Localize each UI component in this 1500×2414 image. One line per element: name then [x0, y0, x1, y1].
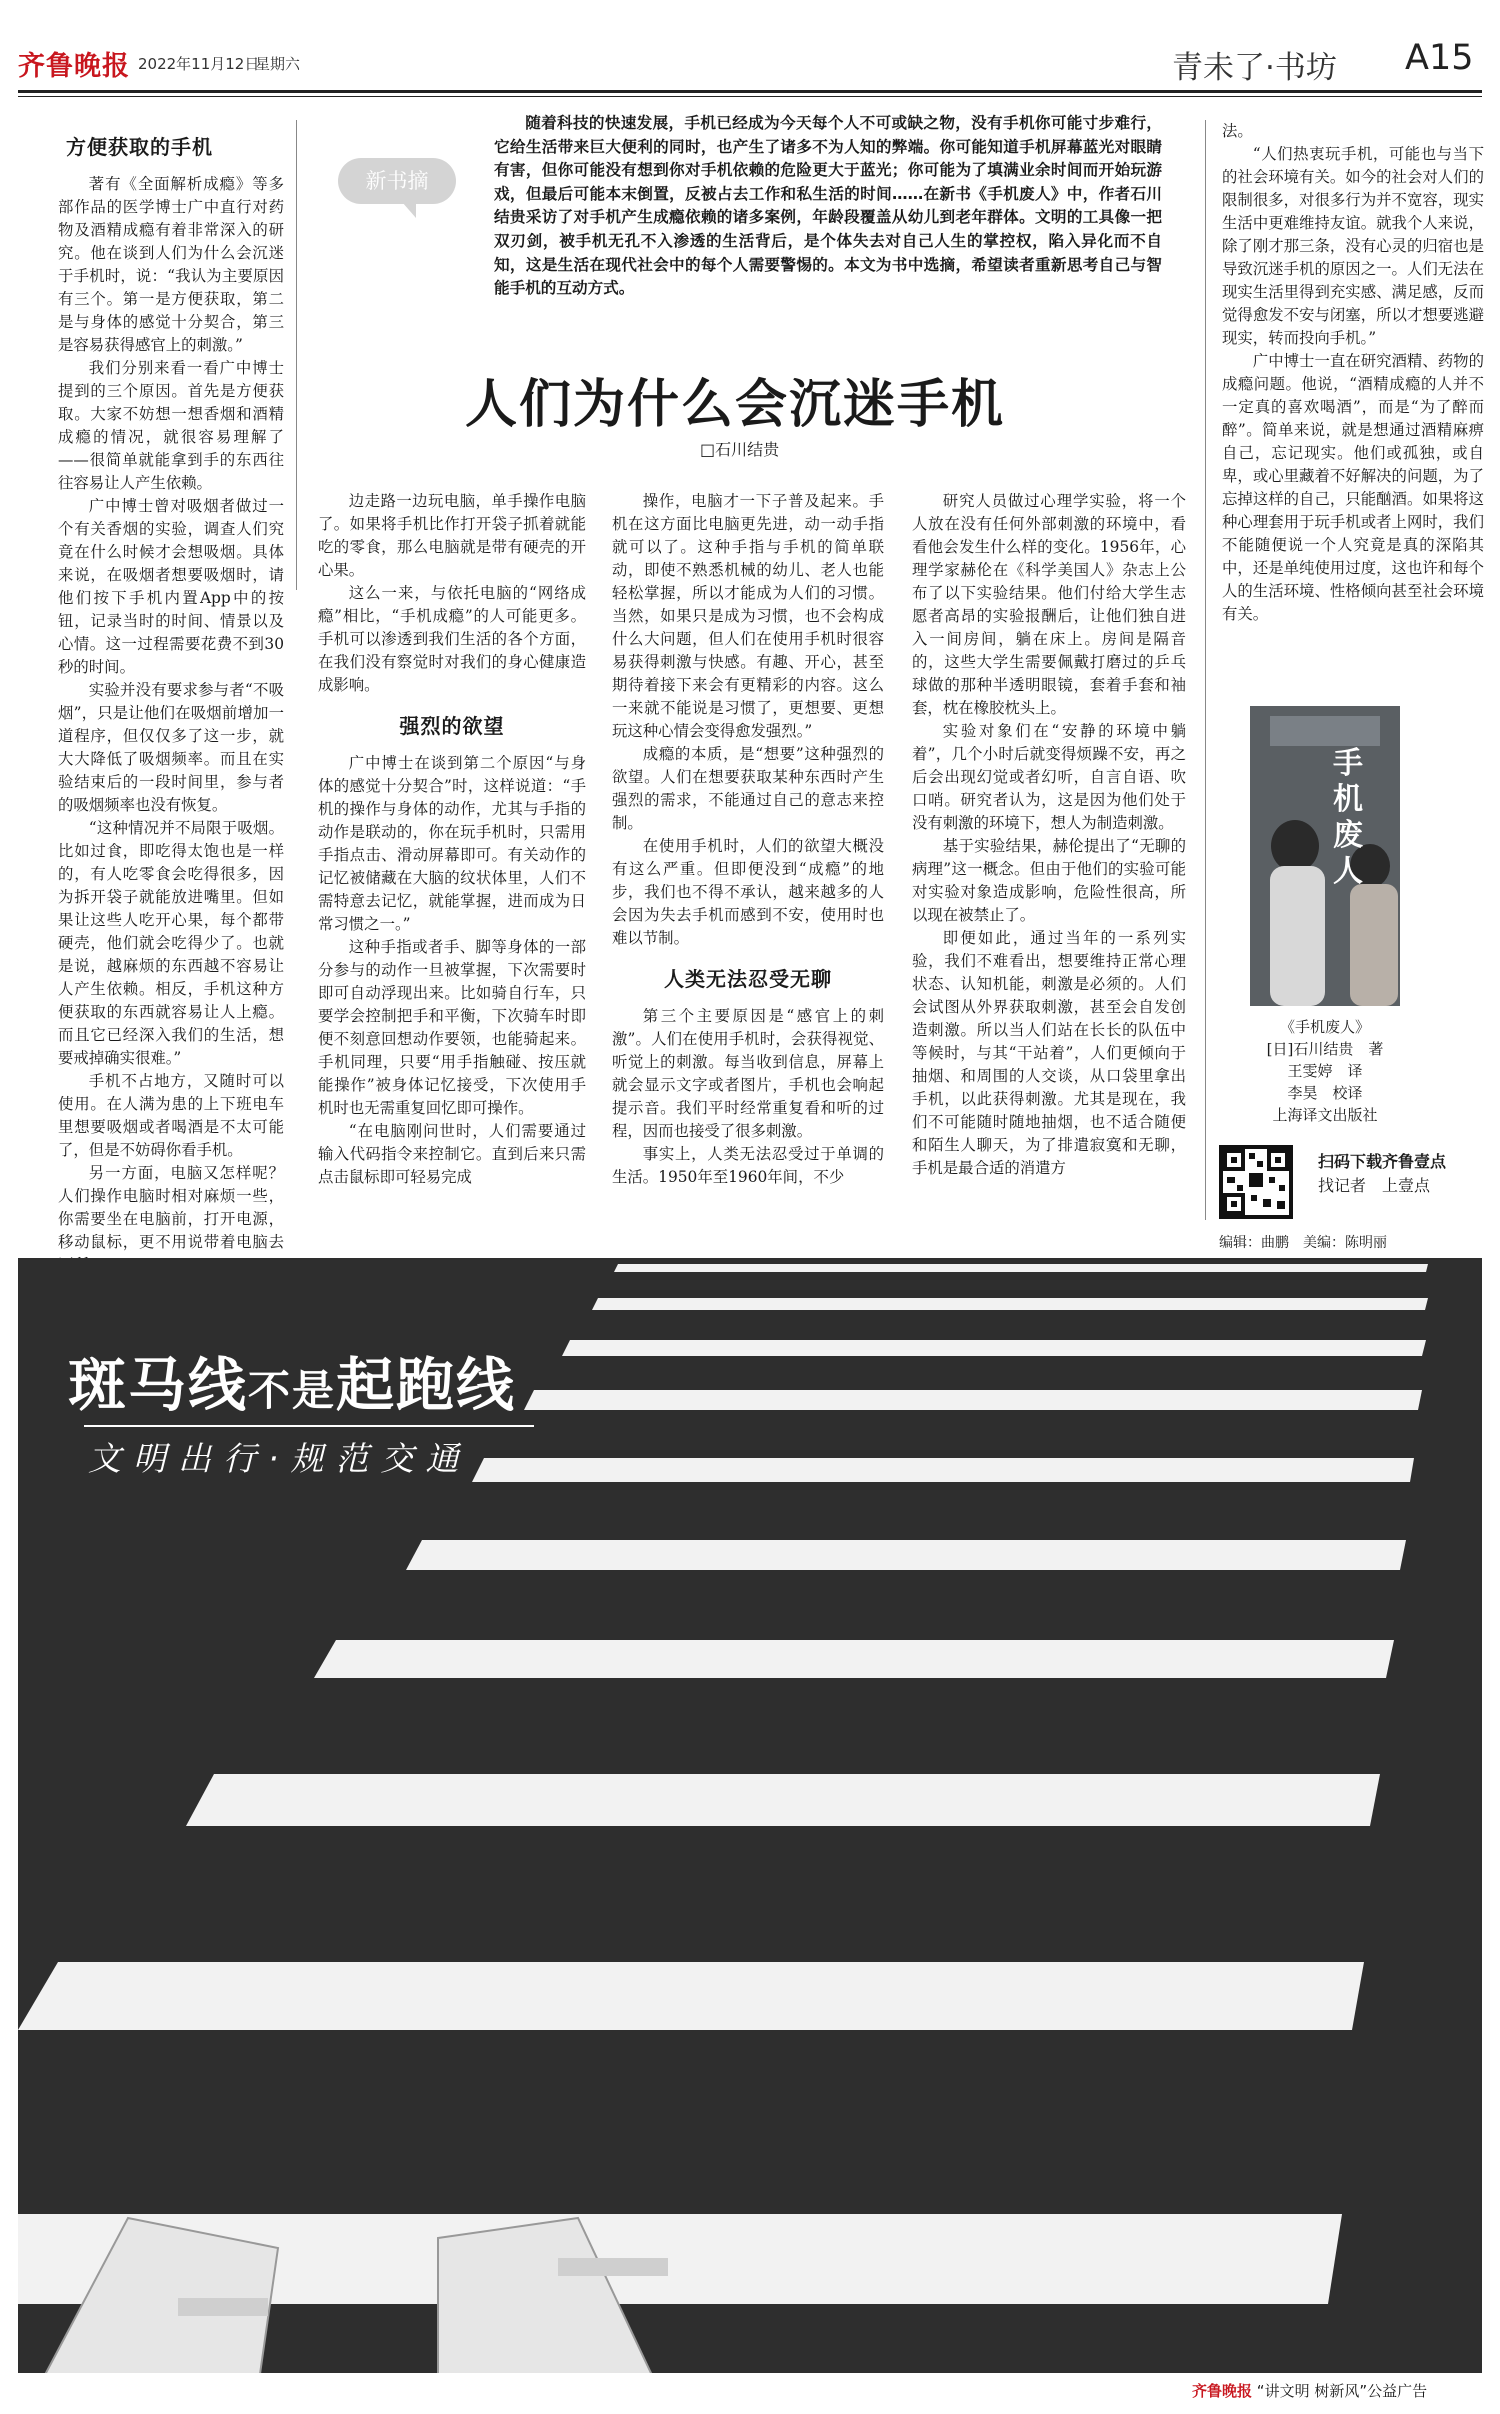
paragraph: 法。 [1222, 122, 1253, 140]
ad-divider [84, 1425, 534, 1427]
caption-line: 王雯婷 译 [1287, 1062, 1363, 1080]
qr-caption: 扫码下载齐鲁壹点 找记者 上壹点 [1318, 1152, 1447, 1195]
paragraph: 即便如此，通过当年的一系列实验，我们不难看出，想要维持正常心理状态、认知机能，刺激是必须的。人们会试图从外界获取刺激，甚至会自发创造刺激。所以当人们站在长长的队伍中等候时，与其“干站着”，人们更倾向于抽烟、和周围的人交谈，从口袋里拿出手机，以此获得刺激。尤其是现在，我们不可能随时随地抽烟，也不适合随便和陌生人聊天，为了排遣寂寞和无聊，手机是最合适的消遣方 [912, 929, 1186, 1177]
lead-paragraph: 随着科技的快速发展，手机已经成为今天每个人不可或缺之物，没有手机你可能寸步难行，它给生活带来巨大便利的同时，也产生了诸多不为人知的弊端。你可能知道手机屏幕蓝光对眼睛有害，但你可能没有想到你对手机依赖的危险更大于蓝光；你可能为了填满业余时间而开始玩游戏，但最后可能本末倒置，反被占去工作和私生活的时间……在新书《手机废人》中，作者石川结贵采访了对手机产生成瘾依赖的诸多案例，年龄段覆盖从幼儿到老年群体。文明的工具像一把双刃剑，被手机无孔不入渗透的生活背后，是个体失去对自己人生的掌控权，陷入异化而不自知，这是生活在现代社会中的每个人需要警惕的。本文为书中选摘，希望读者重新思考自己与智能手机的互动方式。 [494, 114, 1162, 298]
article-column-1 [58, 124, 284, 1277]
ad-headline: 斑马线不是起跑线 [68, 1351, 517, 1419]
issue-weekday: 星期六 [255, 55, 301, 73]
book-cover-title: 手机废人 [1333, 746, 1363, 889]
paragraph: 事实上，人类无法忍受过于单调的生活。1950年至1960年间，不少 [612, 1145, 884, 1186]
ad-footer: 齐鲁晚报 “讲文明 树新风”公益广告 [1192, 2382, 1428, 2400]
paragraph: 著有《全面解析成瘾》等多部作品的医学博士广中直行对药物及酒精成瘾有着非常深入的研究。他在谈到人们为什么会沉迷于手机时，说：“我认为主要原因有三个。第一是方便获取，第二是与身体的感觉十分契合，第三是容易获得感官上的刺激。” [58, 175, 284, 354]
paragraph: 基于实验结果，赫伦提出了“无聊的病理”这一概念。但由于他们的实验可能对实验对象造成影响，危险性很高，所以现在被禁止了。 [912, 837, 1186, 924]
paragraph: 这种手指或者手、脚等身体的一部分参与的动作一旦被掌握，下次需要时即可自动浮现出来。比如骑自行车，只要学会控制把手和平衡，下次骑车时即便不刻意回想动作要领，也能骑起来。手机同理，只要“用手指触碰、按压就能操作”被身体记忆接受，下次使用手机时也无需重复回忆即可操作。 [318, 938, 586, 1117]
article-headline: 人们为什么会沉迷手机 [465, 374, 1006, 435]
article-column-2 [318, 490, 586, 1189]
article-column-5 [1222, 120, 1484, 626]
paragraph: 广中博士曾对吸烟者做过一个有关香烟的实验，调查人们究竟在什么时候才会想吸烟。具体来说，在吸烟者想要吸烟时，请他们按下手机内置App中的按钮，记录当时的时间、情景以及心情。这一过程需要花费不到30秒的时间。 [58, 497, 284, 676]
caption-line: 上海译文出版社 [1272, 1106, 1378, 1124]
page-number: A15 [1405, 38, 1474, 78]
paragraph: 研究人员做过心理学实验，将一个人放在没有任何外部刺激的环境中，看看他会发生什么样的变化。1956年，心理学家赫伦在《科学美国人》杂志上公布了以下实验结果。他们付给大学生志愿者高昂的实验报酬后，让他们独自进入一间房间，躺在床上。房间是隔音的，这些大学生需要佩戴打磨过的乒乓球做的那种半透明眼镜，套着手套和袖套，枕在橡胶枕头上。 [912, 492, 1186, 717]
new-book-excerpt-tag: 新书摘 [338, 158, 456, 204]
caption-line: 《手机废人》 [1279, 1018, 1370, 1036]
article-column-4 [912, 490, 1186, 1180]
paragraph: 在使用手机时，人们的欲望大概没有这么严重。但即便没到“成瘾”的地步，我们也不得不承认，越来越多的人会因为失去手机而感到不安，使用时也难以节制。 [612, 837, 884, 947]
paragraph: 手机不占地方，又随时可以使用。在人满为患的上下班电车里想要吸烟或者喝酒是不太可能了，但是不妨碍你看手机。 [58, 1072, 284, 1159]
paragraph: 广中博士一直在研究酒精、药物的成瘾问题。他说，“酒精成瘾的人并不一定真的喜欢喝酒”，而是“为了醉而醉”。简单来说，就是想通过酒精麻痹自己，忘记现实。他们或孤独，或自卑，或心里藏着不好解决的问题，为了忘掉这样的自己，只能酗酒。如果将这种心理套用于玩手机或者上网时，我们不能随便说一个人究竟是真的深陷其中，还是单纯使用过度，这也许和每个人的生活环境、性格倾向甚至社会环境有关。 [1222, 352, 1484, 623]
paragraph: 广中博士在谈到第二个原因“与身体的感觉十分契合”时，这样说道：“手机的操作与身体的动作，尤其与手指的动作是联动的，你在玩手机时，只需用手指点击、滑动屏幕即可。有关动作的记忆被储藏在大脑的纹状体里，人们不需特意去记忆，就能掌握，进而成为日常习惯之一。” [318, 754, 586, 933]
qr-code[interactable] [1219, 1145, 1293, 1219]
issue-date: 2022年11月12日 [138, 55, 260, 73]
book-cover-image [1250, 706, 1400, 1006]
paragraph: 另一方面，电脑又怎样呢？人们操作电脑时相对麻烦一些，你需要坐在电脑前，打开电源，移动鼠标，更不用说带着电脑去 [58, 1164, 284, 1251]
article-column-3 [612, 490, 884, 1189]
paragraph: 我们分别来看一看广中博士提到的三个原因。首先是方便获取。大家不妨想一想香烟和酒精成瘾的情况，就很容易理解了——很简单就能拿到手的东西往往容易让人产生依赖。 [58, 359, 284, 492]
paragraph: “这种情况并不局限于吸烟。比如过食，即吃得太饱也是一样的，有人吃零食会吃得很多，因为拆开袋子就能放进嘴里。但如果让这些人吃开心果，每个都带硬壳，他们就会吃得少了。也就是说，越麻烦的东西越不容易让人产生依赖。相反，手机这种方便获取的东西就容易让人上瘾。而且它已经深入我们的生活，想要戒掉确实很难。” [58, 819, 284, 1067]
header-rule-thin [18, 96, 1482, 97]
paragraph: 实验对象们在“安静的环境中躺着”，几个小时后就变得烦躁不安，再之后会出现幻觉或者幻听，自言自语、吹口哨。研究者认为，这是因为他们处于没有刺激的环境下，想人为制造刺激。 [912, 722, 1186, 832]
masthead-logo: 齐鲁晚报 [18, 51, 130, 82]
paragraph: “在电脑刚问世时，人们需要通过输入代码指令来控制它。直到后来只需点击鼠标即可轻易完成 [318, 1122, 586, 1186]
article-byline: □石川结贵 [700, 440, 780, 459]
paragraph: 实验并没有要求参与者“不吸烟”，只是让他们在吸烟前增加一道程序，但仅仅多了这一步，就大大降低了吸烟频率。而且在实验结束后的一段时间里，参与者的吸烟频率也没有恢复。 [58, 681, 284, 814]
column-divider [296, 120, 297, 590]
paragraph: 这么一来，与依托电脑的“网络成瘾”相比，“手机成瘾”的人可能更多。手机可以渗透到我们生活的各个方面，在我们没有察觉时对我们的身心健康造成影响。 [318, 584, 586, 694]
header-rule [18, 90, 1482, 93]
paragraph: 操作，电脑才一下子普及起来。手机在这方面比电脑更先进，动一动手指就可以了。这种手指与手机的简单联动，即使不熟悉机械的幼儿、老人也能轻松掌握，所以才能成为人们的习惯。当然，如果只是成为习惯，也不会构成什么大问题，但人们在使用手机时很容易获得刺激与快感。有趣、开心，甚至期待着接下来会有更精彩的内容。这么一来就不能说是习惯了，更想要、更想玩这种心情会变得愈发强烈。” [612, 492, 884, 740]
subheading: 人类无法忍受无聊 [664, 967, 832, 991]
subheading: 方便获取的手机 [66, 135, 213, 159]
section-name: 青未了·书坊 [1172, 50, 1337, 86]
book-caption [1200, 1016, 1450, 1126]
editor-credit: 编辑：曲鹏 美编：陈明丽 [1219, 1235, 1387, 1251]
caption-line: 李昊 校译 [1287, 1084, 1363, 1102]
paragraph: “人们热衷玩手机，可能也与当下的社会环境有关。如今的社会对人们的限制很多，对很多行为并不宽容，现实生活中更难维持友谊。就我个人来说，除了刚才那三条，没有心灵的归宿也是导致沉迷手机的原因之一。人们无法在现实生活里得到充实感、满足感，反而觉得愈发不安与闭塞，所以才想要逃避现实，转而投向手机。” [1222, 145, 1484, 347]
caption-line: [日]石川结贵 著 [1266, 1040, 1384, 1058]
paragraph: 第三个主要原因是“感官上的刺激”。人们在使用手机时，会获得视觉、听觉上的刺激。每当收到信息，屏幕上就会显示文字或者图片，手机也会响起提示音。我们平时经常重复看和听的过程，因而也接受了很多刺激。 [612, 1007, 884, 1140]
ad-slogan: 文明出行·规范交通 [88, 1439, 471, 1478]
subheading: 强烈的欲望 [399, 714, 505, 738]
paragraph: 成瘾的本质，是“想要”这种强烈的欲望。人们在想要获取某种东西时产生强烈的需求，不能通过自己的意志来控制。 [612, 745, 884, 832]
paragraph: 边走路一边玩电脑，单手操作电脑了。如果将手机比作打开袋子抓着就能吃的零食，那么电脑就是带有硬壳的开心果。 [318, 492, 586, 579]
